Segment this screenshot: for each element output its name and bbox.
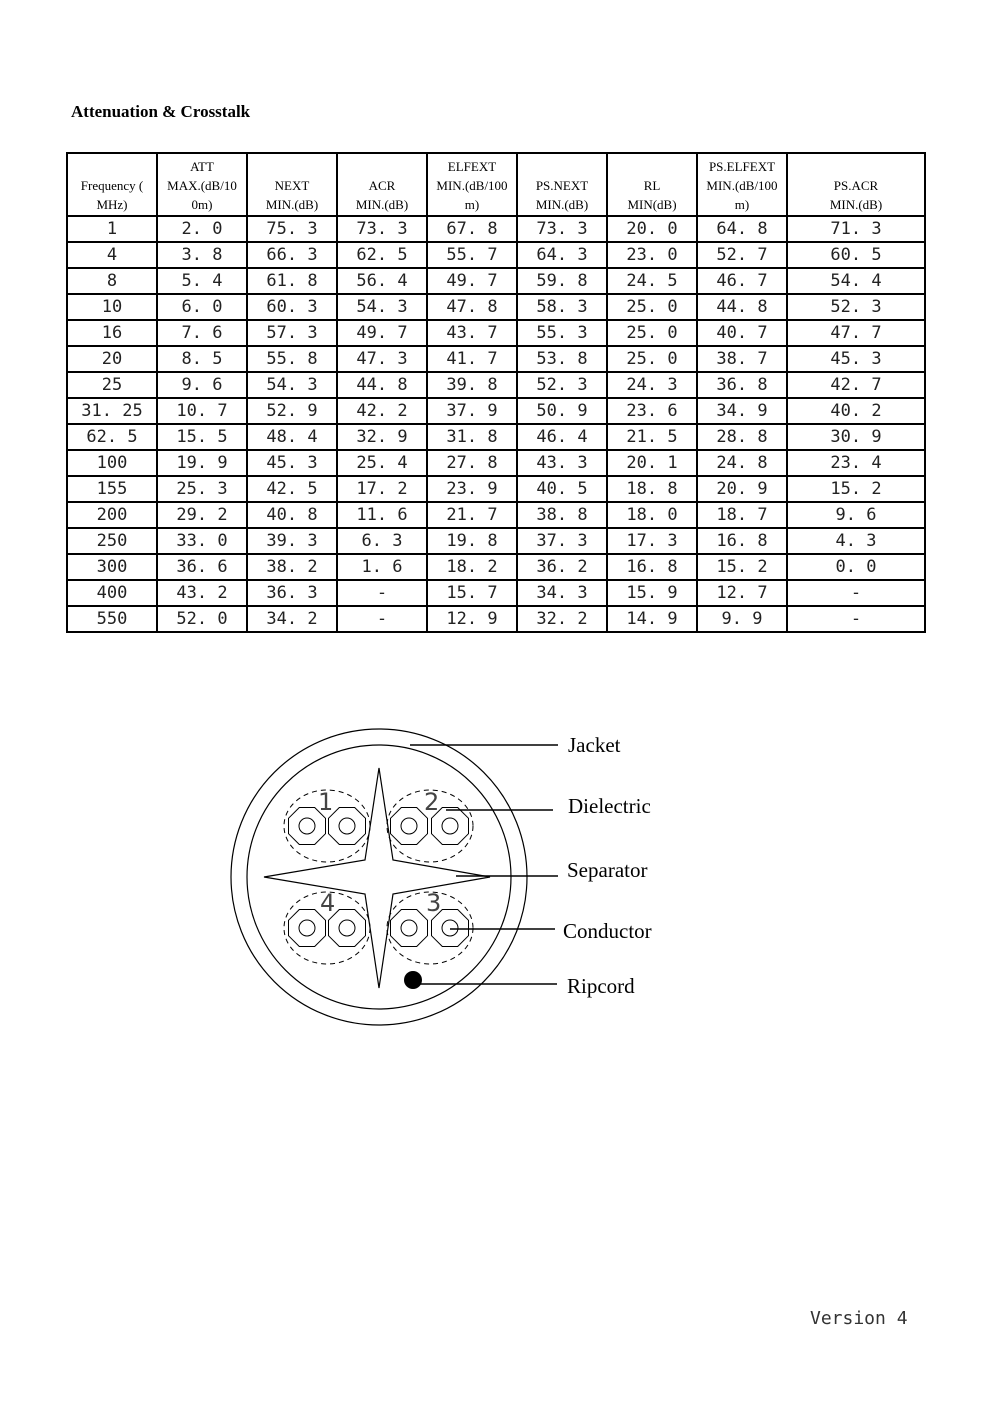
table-cell: 62. 5: [67, 424, 157, 450]
table-cell: -: [787, 580, 925, 606]
column-header-line: PS.ELFEXT: [708, 159, 776, 174]
table-cell: 18. 7: [697, 502, 787, 528]
table-cell: 16: [67, 320, 157, 346]
column-header: [337, 153, 427, 216]
table-cell: 17. 2: [337, 476, 427, 502]
pair-number-1: 1: [318, 788, 334, 816]
table-row: [67, 476, 925, 502]
table-cell: 46. 7: [697, 268, 787, 294]
column-header-line: Frequency (: [80, 178, 144, 193]
table-cell: 53. 8: [517, 346, 607, 372]
table-cell: 49. 7: [337, 320, 427, 346]
column-header: [517, 153, 607, 216]
table-cell: 100: [67, 450, 157, 476]
table-cell: 11. 6: [337, 502, 427, 528]
table-cell: 19. 8: [427, 528, 517, 554]
pair-number-3: 3: [426, 889, 442, 917]
column-header-line: MIN(dB): [627, 197, 677, 212]
table-cell: 16. 8: [697, 528, 787, 554]
table-cell: 250: [67, 528, 157, 554]
table-cell: 32. 9: [337, 424, 427, 450]
table-cell: 300: [67, 554, 157, 580]
column-header: [787, 153, 925, 216]
conductor-core: [299, 920, 315, 936]
table-cell: 16. 8: [607, 554, 697, 580]
table-cell: 47. 3: [337, 346, 427, 372]
table-cell: 64. 3: [517, 242, 607, 268]
table-cell: 36. 8: [697, 372, 787, 398]
table-cell: 15. 7: [427, 580, 517, 606]
table-cell: 25. 0: [607, 320, 697, 346]
table-cell: 42. 7: [787, 372, 925, 398]
table-cell: 73. 3: [337, 216, 427, 242]
table-cell: 6. 3: [337, 528, 427, 554]
cable-cross-section-diagram: [0, 700, 992, 1060]
table-cell: 15. 2: [787, 476, 925, 502]
jacket-label: Jacket: [568, 733, 621, 757]
table-cell: 12. 7: [697, 580, 787, 606]
table-cell: 34. 3: [517, 580, 607, 606]
table-row: [67, 450, 925, 476]
table-cell: 9. 9: [697, 606, 787, 632]
table-cell: 14. 9: [607, 606, 697, 632]
table-cell: 54. 4: [787, 268, 925, 294]
table-row: [67, 372, 925, 398]
conductor-label: Conductor: [563, 919, 652, 943]
column-header: [697, 153, 787, 216]
column-header-line: 0m): [191, 197, 213, 212]
table-cell: -: [337, 606, 427, 632]
table-cell: 25: [67, 372, 157, 398]
table-cell: 31. 25: [67, 398, 157, 424]
table-cell: 55. 7: [427, 242, 517, 268]
table-cell: 40. 2: [787, 398, 925, 424]
table-cell: 57. 3: [247, 320, 337, 346]
table-cell: 28. 8: [697, 424, 787, 450]
table-cell: 40. 7: [697, 320, 787, 346]
table-cell: 20. 0: [607, 216, 697, 242]
table-cell: 38. 2: [247, 554, 337, 580]
table-cell: 36. 6: [157, 554, 247, 580]
table-cell: 21. 7: [427, 502, 517, 528]
table-cell: 44. 8: [337, 372, 427, 398]
table-cell: 20: [67, 346, 157, 372]
column-header: [247, 153, 337, 216]
table-cell: 1. 6: [337, 554, 427, 580]
column-header-line: NEXT: [274, 178, 310, 193]
table-cell: 10. 7: [157, 398, 247, 424]
table-cell: 55. 8: [247, 346, 337, 372]
column-header-line: MIN.(dB): [535, 197, 589, 212]
table-cell: 71. 3: [787, 216, 925, 242]
table-cell: 200: [67, 502, 157, 528]
table-cell: 7. 6: [157, 320, 247, 346]
table-cell: 45. 3: [787, 346, 925, 372]
pair-number-2: 2: [424, 788, 440, 816]
table-cell: 75. 3: [247, 216, 337, 242]
table-cell: 17. 3: [607, 528, 697, 554]
table-cell: 54. 3: [337, 294, 427, 320]
table-cell: 52. 3: [517, 372, 607, 398]
table-body: [67, 216, 925, 632]
table-cell: 44. 8: [697, 294, 787, 320]
column-header-line: MIN.(dB): [265, 197, 319, 212]
table-cell: 56. 4: [337, 268, 427, 294]
table-row: [67, 320, 925, 346]
separator-label: Separator: [567, 858, 648, 882]
table-cell: 15. 5: [157, 424, 247, 450]
table-row: [67, 242, 925, 268]
table-cell: 25. 4: [337, 450, 427, 476]
table-cell: 36. 2: [517, 554, 607, 580]
table-cell: 18. 8: [607, 476, 697, 502]
table-cell: 58. 3: [517, 294, 607, 320]
table-cell: 4: [67, 242, 157, 268]
table-cell: 30. 9: [787, 424, 925, 450]
table-cell: 27. 8: [427, 450, 517, 476]
table-cell: 550: [67, 606, 157, 632]
column-header-line: PS.NEXT: [535, 178, 589, 193]
conductor-core: [401, 920, 417, 936]
conductor-core: [401, 818, 417, 834]
table-cell: 40. 8: [247, 502, 337, 528]
table-cell: 10: [67, 294, 157, 320]
table-cell: 24. 3: [607, 372, 697, 398]
table-cell: 64. 8: [697, 216, 787, 242]
table-cell: 50. 9: [517, 398, 607, 424]
table-cell: 8. 5: [157, 346, 247, 372]
table-cell: 25. 0: [607, 294, 697, 320]
table-cell: 42. 5: [247, 476, 337, 502]
table-row: [67, 294, 925, 320]
table-cell: 9. 6: [157, 372, 247, 398]
column-header-line: m): [464, 197, 480, 212]
column-header-line: ATT: [190, 159, 214, 174]
column-header-line: m): [734, 197, 750, 212]
table-cell: 23. 6: [607, 398, 697, 424]
table-cell: 54. 3: [247, 372, 337, 398]
table-cell: 52. 3: [787, 294, 925, 320]
table-cell: 41. 7: [427, 346, 517, 372]
conductor-core: [339, 818, 355, 834]
conductor-core: [442, 920, 458, 936]
table-cell: 66. 3: [247, 242, 337, 268]
dielectric-label: Dielectric: [568, 794, 651, 818]
column-header-line: MIN.(dB/100: [436, 178, 508, 193]
table-cell: 20. 9: [697, 476, 787, 502]
table-row: [67, 528, 925, 554]
table-cell: 42. 2: [337, 398, 427, 424]
table-cell: 23. 4: [787, 450, 925, 476]
ripcord-dot: [404, 971, 422, 989]
column-header-line: ACR: [368, 178, 396, 193]
column-header-line: MIN.(dB): [829, 197, 883, 212]
table-cell: 67. 8: [427, 216, 517, 242]
table-cell: 2. 0: [157, 216, 247, 242]
table-cell: 60. 5: [787, 242, 925, 268]
table-cell: 40. 5: [517, 476, 607, 502]
table-row: [67, 346, 925, 372]
table-cell: 73. 3: [517, 216, 607, 242]
table-cell: 38. 7: [697, 346, 787, 372]
column-header-line: MIN.(dB/100: [706, 178, 778, 193]
table-cell: -: [787, 606, 925, 632]
table-cell: 37. 3: [517, 528, 607, 554]
table-cell: 36. 3: [247, 580, 337, 606]
table-cell: 19. 9: [157, 450, 247, 476]
table-cell: 34. 9: [697, 398, 787, 424]
table-cell: 48. 4: [247, 424, 337, 450]
table-cell: 52. 7: [697, 242, 787, 268]
table-cell: 1: [67, 216, 157, 242]
attenuation-crosstalk-table: [66, 152, 926, 633]
version-footer: Version 4: [810, 1308, 908, 1329]
table-row: [67, 554, 925, 580]
table-cell: 0. 0: [787, 554, 925, 580]
table-cell: 34. 2: [247, 606, 337, 632]
table-cell: 52. 0: [157, 606, 247, 632]
table-cell: 15. 9: [607, 580, 697, 606]
table-cell: 33. 0: [157, 528, 247, 554]
table-header-row: [67, 153, 925, 216]
table-cell: 4. 3: [787, 528, 925, 554]
table-cell: 155: [67, 476, 157, 502]
table-row: [67, 398, 925, 424]
table-cell: 61. 8: [247, 268, 337, 294]
column-header-line: PS.ACR: [833, 178, 879, 193]
table-cell: 25. 3: [157, 476, 247, 502]
table-cell: 15. 2: [697, 554, 787, 580]
table-cell: 60. 3: [247, 294, 337, 320]
table-cell: 37. 9: [427, 398, 517, 424]
pair-number-4: 4: [320, 889, 336, 917]
column-header-line: MAX.(dB/10: [167, 178, 237, 193]
column-header-line: ELFEXT: [447, 159, 497, 174]
table-cell: 39. 3: [247, 528, 337, 554]
table-cell: 55. 3: [517, 320, 607, 346]
table-cell: 9. 6: [787, 502, 925, 528]
table-cell: -: [337, 580, 427, 606]
table-cell: 45. 3: [247, 450, 337, 476]
table-cell: 23. 9: [427, 476, 517, 502]
table-cell: 29. 2: [157, 502, 247, 528]
ripcord-label: Ripcord: [567, 974, 635, 998]
table-cell: 18. 2: [427, 554, 517, 580]
column-header: [67, 153, 157, 216]
table-cell: 38. 8: [517, 502, 607, 528]
table-cell: 31. 8: [427, 424, 517, 450]
table-cell: 47. 7: [787, 320, 925, 346]
column-header: [427, 153, 517, 216]
table-cell: 49. 7: [427, 268, 517, 294]
table-cell: 400: [67, 580, 157, 606]
table-cell: 8: [67, 268, 157, 294]
table-cell: 43. 3: [517, 450, 607, 476]
conductor-core: [442, 818, 458, 834]
table-cell: 52. 9: [247, 398, 337, 424]
table-cell: 24. 5: [607, 268, 697, 294]
table-cell: 32. 2: [517, 606, 607, 632]
column-header: [607, 153, 697, 216]
table-cell: 6. 0: [157, 294, 247, 320]
table-cell: 59. 8: [517, 268, 607, 294]
table-row: [67, 606, 925, 632]
column-header-line: MIN.(dB): [355, 197, 409, 212]
table-cell: 23. 0: [607, 242, 697, 268]
table-cell: 62. 5: [337, 242, 427, 268]
table-cell: 43. 2: [157, 580, 247, 606]
table-cell: 46. 4: [517, 424, 607, 450]
conductor-core: [299, 818, 315, 834]
section-title: Attenuation & Crosstalk: [71, 102, 251, 121]
table-cell: 20. 1: [607, 450, 697, 476]
table-cell: 43. 7: [427, 320, 517, 346]
table-row: [67, 502, 925, 528]
table-row: [67, 216, 925, 242]
table-cell: 39. 8: [427, 372, 517, 398]
table-cell: 12. 9: [427, 606, 517, 632]
table-cell: 24. 8: [697, 450, 787, 476]
column-header-line: RL: [643, 178, 661, 193]
table-cell: 47. 8: [427, 294, 517, 320]
table-cell: 25. 0: [607, 346, 697, 372]
column-header: [157, 153, 247, 216]
table-cell: 18. 0: [607, 502, 697, 528]
table-row: [67, 424, 925, 450]
table-row: [67, 268, 925, 294]
table-cell: 5. 4: [157, 268, 247, 294]
table-cell: 3. 8: [157, 242, 247, 268]
column-header-line: MHz): [96, 197, 128, 212]
conductor-core: [339, 920, 355, 936]
table-row: [67, 580, 925, 606]
table-cell: 21. 5: [607, 424, 697, 450]
